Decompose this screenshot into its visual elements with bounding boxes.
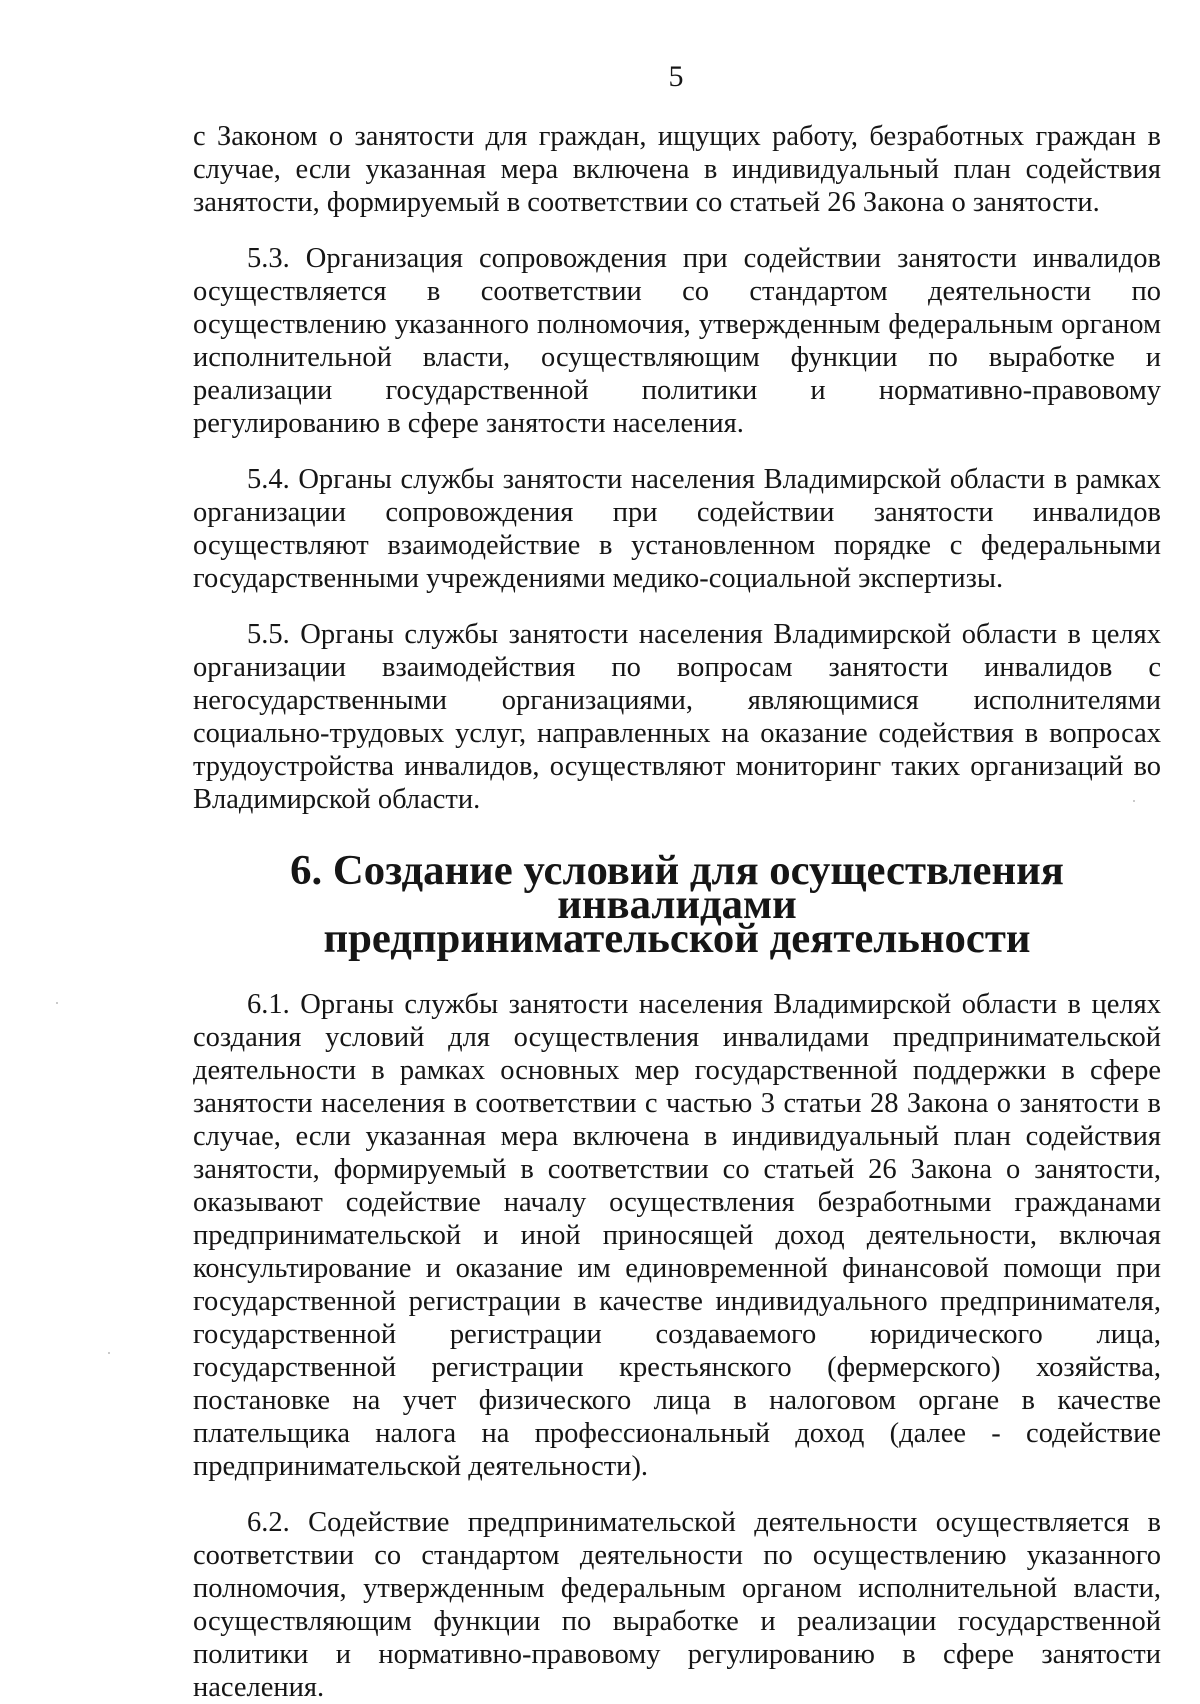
page-number: 5: [668, 60, 684, 93]
section-6-title-line-1: 6. Создание условий для осуществления инвалидами: [290, 847, 1064, 928]
scan-speck: [108, 1352, 110, 1354]
scan-speck: [56, 1002, 58, 1004]
paragraph-intro: с Законом о занятости для граждан, ищущих работу, безработных граждан в случае, если указанная мера включена в индивидуальный план содействия занятости, формируемый в соответствии со статьей 26 Закона о занятости.: [193, 121, 1161, 218]
paragraph-6-2: 6.2. Содействие предпринимательской деятельности осуществляется в соответствии со стандартом деятельности по осуществлению указанного полномочия, утвержденным федеральным органом исполнительной власти, осуществляющим функции по выработке и реализации государственной политики и нормативно-правовому регулированию в сфере занятости населения.: [193, 1507, 1161, 1703]
paragraph-5-5: 5.5. Органы службы занятости населения Владимирской области в целях организации взаимодействия по вопросам занятости инвалидов с негосударственными организациями, являющимися исполнителями социально-трудовых услуг, направленных на оказание содействия в вопросах трудоустройства инвалидов, осуществляют мониторинг таких организаций во Владимирской области.: [193, 619, 1161, 815]
scan-speck: [1133, 800, 1135, 802]
paragraph-5-3: 5.3. Организация сопровождения при содействии занятости инвалидов осуществляется в соответствии со стандартом деятельности по осуществлению указанного полномочия, утвержденным федеральным органом исполнительной власти, осуществляющим функции по выработке и реализации государственной политики и нормативно-правовому регулированию в сфере занятости населения.: [193, 243, 1161, 439]
section-6-heading: [193, 847, 1161, 962]
section-6-title-line-2: предпринимательской деятельности: [323, 915, 1031, 962]
document-body: [193, 120, 1161, 1704]
paragraph-5-4: 5.4. Органы службы занятости населения Владимирской области в рамках организации сопровождения при содействии занятости инвалидов осуществляют взаимодействие в установленном порядке с федеральными государственными учреждениями медико-социальной экспертизы.: [193, 464, 1161, 594]
paragraph-6-1: 6.1. Органы службы занятости населения Владимирской области в целях создания условий для осуществления инвалидами предпринимательской деятельности в рамках основных мер государственной поддержки в сфере занятости населения в соответствии с частью 3 статьи 28 Закона о занятости в случае, если указанная мера включена в индивидуальный план содействия занятости, формируемый в соответствии со статьей 26 Закона о занятости, оказывают содействие началу осуществления безработными гражданами предпринимательской и иной приносящей доход деятельности, включая консультирование и оказание им единовременной финансовой помощи при государственной регистрации в качестве индивидуального предпринимателя, государственной регистрации создаваемого юридического лица, государственной регистрации крестьянского (фермерского) хозяйства, постановке на учет физического лица в налоговом органе в качестве плательщика налога на профессиональный доход (далее - содействие предпринимательской деятельности).: [193, 989, 1161, 1482]
